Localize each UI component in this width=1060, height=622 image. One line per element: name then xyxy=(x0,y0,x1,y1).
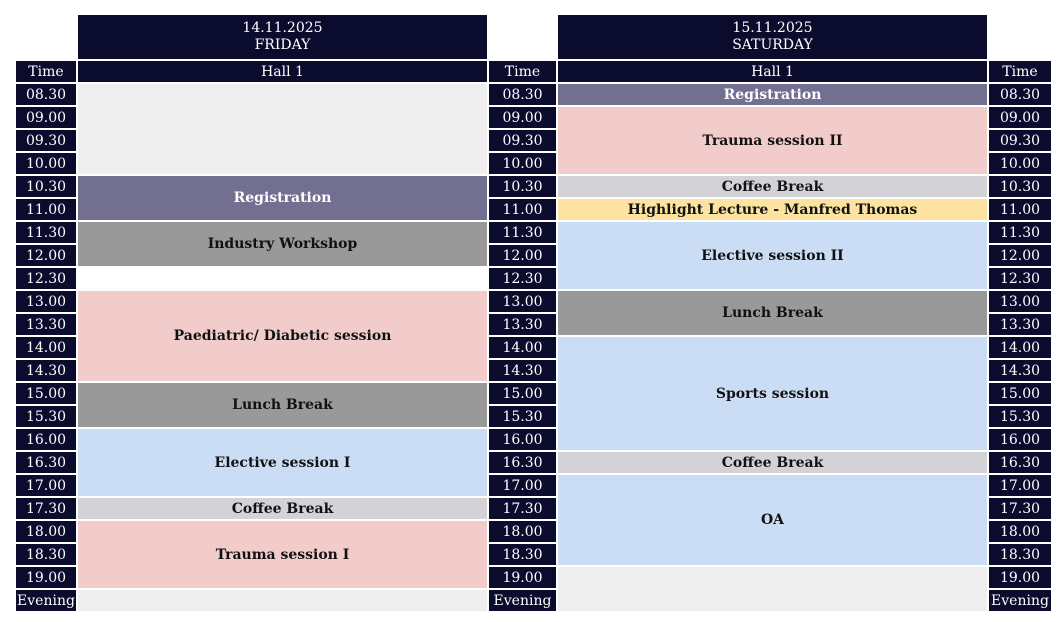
time-slot: Evening xyxy=(489,590,556,611)
time-slot: 11.00 xyxy=(489,199,556,220)
time-slot: 14.00 xyxy=(989,337,1051,358)
date-label: 14.11.2025 xyxy=(242,20,323,36)
time-slot: 17.30 xyxy=(16,498,76,519)
time-slot: 15.30 xyxy=(489,406,556,427)
time-slot: 15.30 xyxy=(989,406,1051,427)
session-block: Registration xyxy=(78,176,487,220)
time-slot: 16.30 xyxy=(16,452,76,473)
session-block: Elective session I xyxy=(78,429,487,496)
time-slot: 12.30 xyxy=(989,268,1051,289)
time-slot: 10.00 xyxy=(16,153,76,174)
day-header-friday xyxy=(78,15,487,59)
time-slot: 09.30 xyxy=(16,130,76,151)
time-slot: 19.00 xyxy=(16,567,76,588)
time-slot: 16.00 xyxy=(989,429,1051,450)
time-slot: 18.30 xyxy=(16,544,76,565)
time-slot: 16.00 xyxy=(489,429,556,450)
session-block: Coffee Break xyxy=(558,452,987,473)
time-slot: 11.00 xyxy=(989,199,1051,220)
time-slot: 17.00 xyxy=(489,475,556,496)
time-slot: 16.00 xyxy=(16,429,76,450)
time-slot: 11.30 xyxy=(489,222,556,243)
time-slot: 18.30 xyxy=(989,544,1051,565)
time-slot: 08.30 xyxy=(489,84,556,105)
time-slot: 17.00 xyxy=(989,475,1051,496)
time-slot: 08.30 xyxy=(16,84,76,105)
session-block: Coffee Break xyxy=(558,176,987,197)
time-slot: 09.30 xyxy=(489,130,556,151)
time-slot: 17.30 xyxy=(989,498,1051,519)
weekday-label: SATURDAY xyxy=(732,37,813,53)
time-slot: 09.00 xyxy=(989,107,1051,128)
time-slot: 16.30 xyxy=(489,452,556,473)
session-block: Paediatric/ Diabetic session xyxy=(78,291,487,381)
time-slot: 11.30 xyxy=(989,222,1051,243)
date-label: 15.11.2025 xyxy=(732,20,813,36)
time-slot: 12.00 xyxy=(16,245,76,266)
time-slot: 13.00 xyxy=(489,291,556,312)
hall-column-header: Hall 1 xyxy=(78,61,487,82)
time-slot: 15.30 xyxy=(16,406,76,427)
time-column-header: Time xyxy=(16,61,76,82)
time-slot: 18.00 xyxy=(989,521,1051,542)
time-slot: 10.30 xyxy=(989,176,1051,197)
session-block: Highlight Lecture - Manfred Thomas xyxy=(558,199,987,220)
session-block: Trauma session I xyxy=(78,521,487,588)
time-slot: 15.00 xyxy=(16,383,76,404)
time-slot: 12.00 xyxy=(489,245,556,266)
time-slot: 19.00 xyxy=(989,567,1051,588)
session-block: Sports session xyxy=(558,337,987,450)
empty-slot xyxy=(78,590,487,611)
time-slot: 14.00 xyxy=(489,337,556,358)
time-slot: 10.00 xyxy=(989,153,1051,174)
time-slot: 12.30 xyxy=(16,268,76,289)
time-slot: 13.30 xyxy=(16,314,76,335)
time-slot: Evening xyxy=(16,590,76,611)
time-slot: 16.30 xyxy=(989,452,1051,473)
time-slot: 08.30 xyxy=(989,84,1051,105)
time-column-header: Time xyxy=(489,61,556,82)
time-slot: 15.00 xyxy=(489,383,556,404)
time-slot: 15.00 xyxy=(989,383,1051,404)
time-slot: 14.30 xyxy=(16,360,76,381)
time-slot: 18.30 xyxy=(489,544,556,565)
session-block: Lunch Break xyxy=(558,291,987,335)
time-slot: 11.30 xyxy=(16,222,76,243)
session-block: Coffee Break xyxy=(78,498,487,519)
time-slot: Evening xyxy=(989,590,1051,611)
weekday-label: FRIDAY xyxy=(254,37,311,53)
time-column-header: Time xyxy=(989,61,1051,82)
time-slot: 10.30 xyxy=(489,176,556,197)
time-slot: 14.00 xyxy=(16,337,76,358)
time-slot: 14.30 xyxy=(989,360,1051,381)
time-slot: 19.00 xyxy=(489,567,556,588)
empty-slot xyxy=(558,567,987,611)
empty-slot xyxy=(78,84,487,174)
time-slot: 17.00 xyxy=(16,475,76,496)
time-slot: 18.00 xyxy=(16,521,76,542)
time-slot: 13.00 xyxy=(989,291,1051,312)
time-slot: 13.30 xyxy=(489,314,556,335)
time-slot: 10.00 xyxy=(489,153,556,174)
time-slot: 17.30 xyxy=(489,498,556,519)
time-slot: 12.30 xyxy=(489,268,556,289)
time-slot: 11.00 xyxy=(16,199,76,220)
session-block: Industry Workshop xyxy=(78,222,487,266)
time-slot: 13.30 xyxy=(989,314,1051,335)
session-block: Lunch Break xyxy=(78,383,487,427)
time-slot: 12.00 xyxy=(989,245,1051,266)
time-slot: 13.00 xyxy=(16,291,76,312)
time-slot: 09.30 xyxy=(989,130,1051,151)
day-header-saturday xyxy=(558,15,987,59)
time-slot: 09.00 xyxy=(16,107,76,128)
session-block: Trauma session II xyxy=(558,107,987,174)
time-slot: 18.00 xyxy=(489,521,556,542)
hall-column-header: Hall 1 xyxy=(558,61,987,82)
time-slot: 14.30 xyxy=(489,360,556,381)
session-block: Registration xyxy=(558,84,987,105)
session-block: OA xyxy=(558,475,987,565)
time-slot: 09.00 xyxy=(489,107,556,128)
time-slot: 10.30 xyxy=(16,176,76,197)
session-block: Elective session II xyxy=(558,222,987,289)
